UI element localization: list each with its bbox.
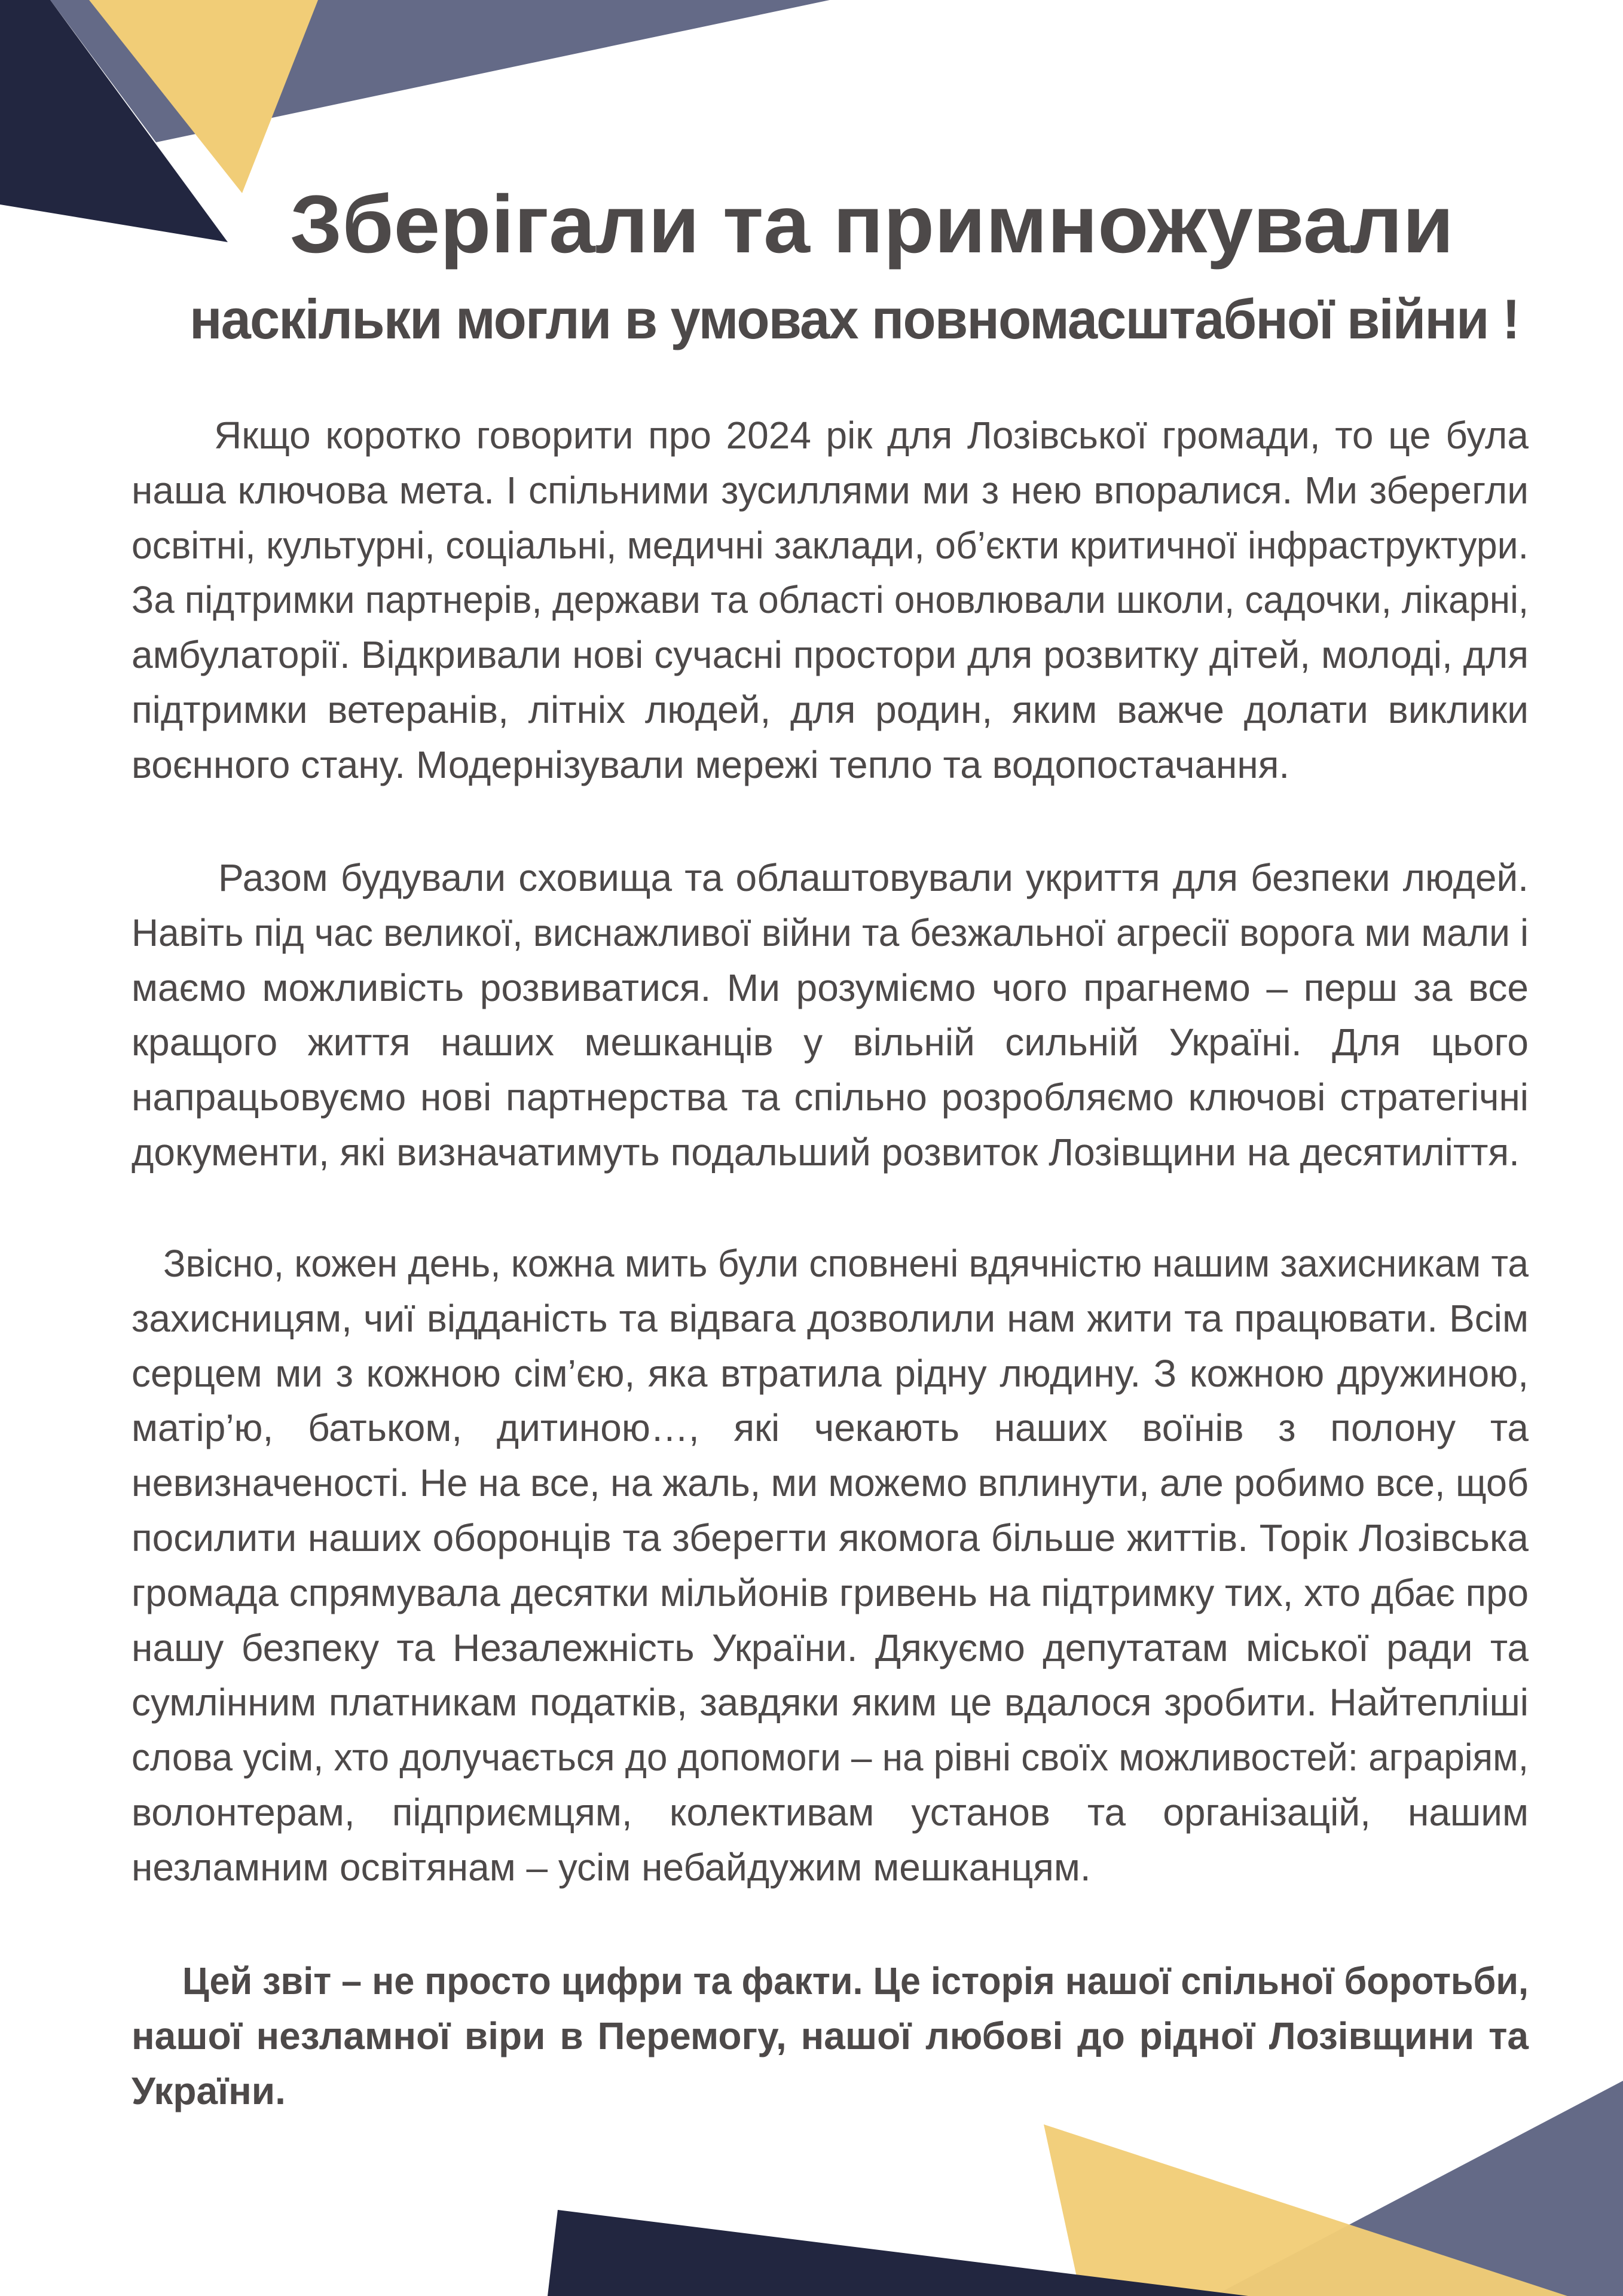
page-subtitle [189,288,1519,350]
paragraph-line [132,1347,1529,1402]
paragraph-line [132,1954,1529,2009]
paragraph-line [132,1621,1529,1676]
paragraph-line-text: освітні, культурні, соціальні, медичні заклади, об’єкти критичної інфраструктури. [132,523,1529,567]
paragraph-1 [132,408,1529,793]
page-title-text: Зберігали та примножували [290,179,1454,270]
paragraph-line-text: За підтримки партнерів, держави та області оновлювали школи, садочки, лікарні, [132,578,1529,622]
paragraph-line [132,683,1529,738]
paragraph-line [132,1125,1529,1180]
paragraph-line [132,1070,1529,1125]
paragraph-line-text: Навіть під час великої, виснажливої війни та безжальної агресії ворога ми мали і [132,911,1529,954]
paragraph-line-text: сумлінним платникам податків, завдяки яким це вдалося зробити. Найтепліші [132,1681,1529,1724]
paragraph-line-text: амбулаторії. Відкривали нові сучасні простори для розвитку дітей, молоді, для [132,633,1529,677]
paragraph-line-text: документи, які визначатимуть подальший розвиток Лозівщини на десятиліття. [132,1130,1520,1174]
paragraph-line [132,573,1529,628]
paragraph-3 [132,1236,1529,1895]
paragraph-line [132,851,1529,906]
paragraph-line [132,738,1529,793]
paragraph-line [132,1675,1529,1730]
paragraph-line-text: невизначеності. Не на все, на жаль, ми можемо вплинути, але робимо все, щоб [132,1461,1529,1505]
paragraph-4-closing [132,1954,1529,2118]
paragraph-line [132,628,1529,683]
paragraph-line-text: незламним освітянам – усім небайдужим мешканцям. [132,1845,1091,1889]
paragraph-line-text: Разом будували сховища та облаштовували укриття для безпеки людей. [218,856,1529,899]
page-title [290,179,1454,270]
paragraph-line-text: Якщо коротко говорити про 2024 рік для Лозівської громади, то це була [214,414,1529,457]
paragraph-line [132,1236,1529,1292]
paragraph-line [132,1511,1529,1566]
paragraph-line [132,1566,1529,1621]
paragraph-line-text: матір’ю, батьком, дитиною…, які чекають наших воїнів з полону та [132,1406,1529,1450]
paragraph-line [132,1456,1529,1511]
paragraph-line-text: Цей звіт – не просто цифри та факти. Це історія нашої спільної боротьби, [182,1959,1529,2002]
paragraph-line-text: наша ключова мета. І спільними зусиллями ми з нею впоралися. Ми зберегли [132,468,1529,512]
paragraph-line [132,1015,1529,1070]
paragraph-line-text: волонтерам, підприємцям, колективам установ та організацій, нашим [132,1790,1529,1834]
paragraph-line [132,408,1529,463]
paragraph-line [132,2009,1529,2064]
paragraph-line [132,961,1529,1016]
paragraph-line [132,906,1529,961]
paragraph-line-text: нашої незламної віри в Перемогу, нашої любові до рідної Лозівщини та [132,2014,1529,2057]
paragraph-line [132,518,1529,573]
paragraph-line-text: кращого життя наших мешканців у вільній сильній Україні. Для цього [132,1021,1529,1064]
paragraph-line-text: громада спрямувала десятки мільйонів гривень на підтримку тих, хто дбає про [132,1571,1529,1614]
paragraph-line-text: серцем ми з кожною сім’єю, яка втратила рідну людину. З кожною дружиною, [132,1351,1529,1395]
paragraph-line [132,1785,1529,1840]
paragraph-line [132,1292,1529,1347]
paragraph-line [132,1730,1529,1785]
paragraph-line-text: України. [132,2069,286,2112]
paragraph-line [132,463,1529,518]
page-subtitle-text: наскільки могли в умовах повномасштабної війни ! [189,288,1519,350]
paragraph-line-text: захисницям, чиї відданість та відвага дозволили нам жити та працювати. Всім [132,1296,1529,1340]
paragraph-line [132,1401,1529,1456]
paragraph-line-text: нашу безпеку та Незалежність України. Дякуємо депутатам міської ради та [132,1626,1529,1669]
paragraph-line-text: напрацьовуємо нові партнерства та спільно розробляємо ключові стратегічні [132,1076,1529,1119]
paragraph-line-text: слова усім, хто долучається до допомоги – на рівні своїх можливостей: аграріям, [132,1736,1529,1779]
paragraph-line-text: Звісно, кожен день, кожна мить були сповнені вдячністю нашим захисникам та [163,1242,1529,1285]
paragraph-line [132,2064,1529,2119]
paragraph-line-text: підтримки ветеранів, літніх людей, для родин, яким важче долати виклики [132,688,1529,731]
paragraph-2 [132,851,1529,1180]
paragraph-line [132,1840,1529,1895]
paragraph-line-text: воєнного стану. Модернізували мережі тепло та водопостачання. [132,743,1290,786]
paragraph-line-text: маємо можливість розвиватися. Ми розуміємо чого прагнемо – перш за все [132,966,1529,1009]
paragraph-line-text: посилити наших оборонців та зберегти якомога більше життів. Торік Лозівська [132,1516,1529,1559]
